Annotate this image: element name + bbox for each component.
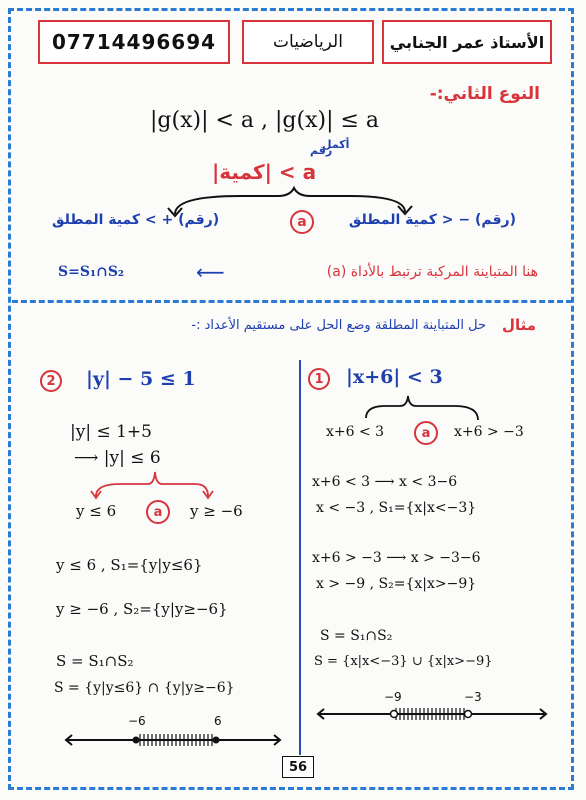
annot-positive: أكمل <box>322 138 350 151</box>
problem1-number-text: 1 <box>314 371 324 387</box>
problem2-number <box>40 370 62 392</box>
problem2-step6: S = {y|y≤6} ∩ {y|y≥−6} <box>54 680 235 696</box>
problem1-step6: S = {x|x<−3} ∪ {x|x>−9} <box>314 654 493 669</box>
problem1-step4: x > −9 , S₂={x|x>−9} <box>316 576 477 592</box>
example-instruction: حل المتباينة المطلقة وضع الحل على مستقيم الأعداد :- <box>191 318 486 333</box>
problem2-split-right: y ≥ −6 <box>190 502 243 520</box>
problem1-step5: S = S₁∩S₂ <box>320 628 393 644</box>
problem2-equation: |y| − 5 ≤ 1 <box>86 368 196 390</box>
problem2-step5: S = S₁∩S₂ <box>56 652 134 670</box>
problem2-nl-right-label: 6 <box>214 714 222 728</box>
page-number: 56 <box>288 759 308 775</box>
section-title: النوع الثاني:- <box>429 84 540 104</box>
problem2-step1: |y| ≤ 1+5 <box>70 422 152 442</box>
rule-formula: S=S₁∩S₂ <box>58 264 125 280</box>
main-formula: |g(x)| < a , |g(x)| ≤ a <box>150 108 380 133</box>
subject-label: الرياضيات <box>273 32 343 52</box>
problem2-nl-left-label: −6 <box>128 714 146 728</box>
page-number-box <box>282 756 314 778</box>
problem2-or-symbol: a <box>153 504 163 520</box>
problem2-step2: ⟶ |y| ≤ 6 <box>74 448 161 468</box>
key-form: a > |كمية| <box>212 160 317 184</box>
phone-number: 07714496694 <box>51 30 217 54</box>
problem1-step2: x < −3 , S₁={x|x<−3} <box>316 500 477 516</box>
problem2-number-text: 2 <box>46 373 56 389</box>
problem1-nl-right-label: −3 <box>464 690 482 704</box>
or-symbol: a <box>297 214 307 230</box>
branch-left: (رقم) + > كمية المطلق <box>52 212 220 228</box>
problem1-or-circle <box>414 421 438 445</box>
teacher-box <box>382 20 552 64</box>
rule-arrow: ⟵ <box>196 260 225 284</box>
problem1-step1: x+6 < 3 ⟶ x < 3−6 <box>312 474 458 490</box>
phone-box <box>38 20 230 64</box>
problem1-equation: |x+6| < 3 <box>346 366 443 388</box>
rule-text: هنا المتباينة المركبة ترتبط بالأداة (a) <box>326 264 538 280</box>
branch-right: (رقم) − < كمية المطلق <box>348 212 516 228</box>
problem1-split-left: x+6 < 3 <box>326 424 385 440</box>
teacher-name: الأستاذ عمر الجنابي <box>389 32 545 52</box>
problem1-number <box>308 368 330 390</box>
example-label: مثال <box>501 316 536 334</box>
problem2-step3: y ≤ 6 , S₁={y|y≤6} <box>56 556 203 574</box>
problem1-step3: x+6 > −3 ⟶ x > −3−6 <box>312 550 481 566</box>
problem2-split-left: y ≤ 6 <box>76 502 117 520</box>
section-divider <box>12 300 572 303</box>
problem1-split-right: x+6 > −3 <box>454 424 524 440</box>
or-circle-top <box>290 210 314 234</box>
problem2-number-line <box>0 726 586 756</box>
subject-box <box>242 20 374 64</box>
annot-number: رقم <box>310 144 333 157</box>
problem2-step4: y ≥ −6 , S₂={y|y≥−6} <box>56 600 228 618</box>
problem2-or-circle <box>146 500 170 524</box>
problem1-nl-left-label: −9 <box>384 690 402 704</box>
problem1-or-symbol: a <box>421 425 431 441</box>
